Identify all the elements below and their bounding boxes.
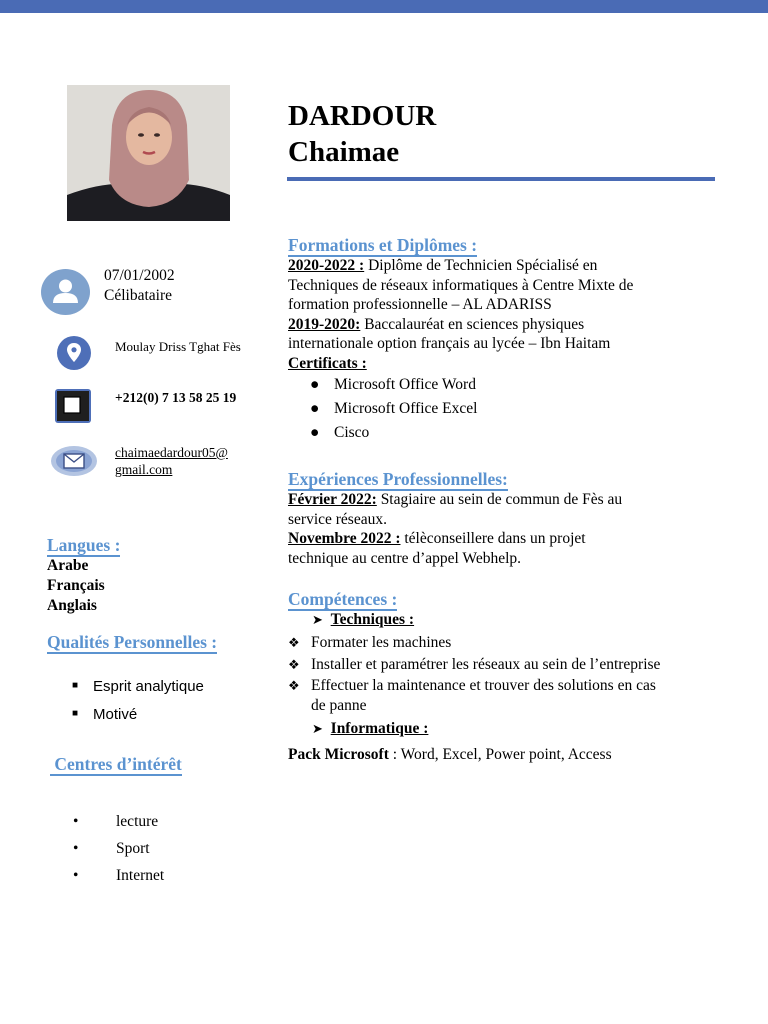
list-item <box>288 654 728 676</box>
experience-text: service réseaux. <box>288 510 387 528</box>
formation-text: formation professionnelle – AL ADARISS <box>288 296 552 314</box>
formation-text: Baccalauréat en sciences physiques <box>364 315 585 333</box>
list-item-label: Internet <box>116 867 165 884</box>
formation-text: Diplôme de Technicien Spécialisé en <box>368 257 598 274</box>
list-item-label: Cisco <box>334 424 370 441</box>
list-item <box>72 673 204 701</box>
informatique-title: Informatique : <box>330 720 429 737</box>
list-item <box>288 632 728 654</box>
arrow-bullet-icon: ➤ <box>312 612 323 627</box>
formation-entry-2 <box>288 315 728 335</box>
last-name: DARDOUR <box>288 100 437 132</box>
langues-heading: Langues : <box>47 535 121 555</box>
experience-text: télèconseillere dans un projet <box>404 530 586 548</box>
list-item <box>310 373 477 397</box>
top-accent-bar <box>0 0 768 13</box>
formations-heading: Formations et Diplômes : <box>288 235 478 255</box>
list-item <box>72 701 204 729</box>
pack-label: Pack Microsoft <box>288 746 389 763</box>
informatique-subheading <box>312 719 428 739</box>
list-item-label: Microsoft Office Word <box>334 376 476 393</box>
bullet-icon: • <box>73 813 79 830</box>
list-item <box>288 676 728 696</box>
langue-item: Anglais <box>47 597 97 614</box>
competences-heading: Compétences : <box>288 589 398 609</box>
qualites-heading: Qualités Personnelles : <box>47 632 218 652</box>
techniques-list <box>288 632 728 716</box>
list-item <box>310 421 477 445</box>
formation-text: internationale option français au lycée – Ibn Haitam <box>288 335 611 353</box>
diamond-bullet-icon: ❖ <box>288 657 300 672</box>
bullet-icon: • <box>73 867 79 884</box>
formation-date: 2019-2020: <box>288 315 361 333</box>
pack-value: : Word, Excel, Power point, Access <box>388 746 612 763</box>
square-bullet-icon: ■ <box>72 680 79 691</box>
certificats-heading: Certificats : <box>288 354 367 372</box>
list-item-label: Effectuer la maintenance et trouver des solutions en cas <box>311 677 656 694</box>
birth-date: 07/01/2002 <box>104 267 175 284</box>
marital-status: Célibataire <box>104 287 172 304</box>
name-divider <box>287 177 715 181</box>
experience-entry-1 <box>288 490 728 510</box>
list-item <box>310 397 477 421</box>
formation-date: 2020-2022 : <box>288 257 365 274</box>
experience-date: Février 2022: <box>288 491 377 508</box>
envelope-icon <box>50 444 98 478</box>
centres-list <box>73 808 164 889</box>
email-line-2: gmail.com <box>115 462 173 477</box>
formation-text: Techniques de réseaux informatiques à Centre Mixte de <box>288 276 634 294</box>
experience-date: Novembre 2022 : <box>288 530 401 548</box>
arrow-bullet-icon: ➤ <box>312 721 323 736</box>
list-item <box>73 835 164 862</box>
techniques-subheading <box>312 610 414 630</box>
list-item-continuation: de panne <box>311 697 367 714</box>
list-item-label: Microsoft Office Excel <box>334 400 478 417</box>
qualites-list <box>72 673 204 729</box>
list-item-label: Sport <box>116 840 150 857</box>
location-pin-icon <box>57 336 91 370</box>
experience-text: Stagiaire au sein de commun de Fès au <box>380 491 623 508</box>
list-item-label: Formater les machines <box>311 634 452 651</box>
address: Moulay Driss Tghat Fès <box>115 339 241 354</box>
experiences-heading: Expériences Professionnelles: <box>288 469 508 489</box>
bullet-icon: ● <box>310 376 320 393</box>
centres-heading-text: Centres d’intérêt <box>54 754 182 774</box>
list-item-label: Esprit analytique <box>93 678 204 695</box>
email-line-1: chaimaedardour05@ <box>115 445 228 460</box>
langue-item: Arabe <box>47 557 89 574</box>
bullet-icon: • <box>73 840 79 857</box>
first-name: Chaimae <box>288 136 400 168</box>
langue-item: Français <box>47 577 105 594</box>
experiences-body <box>288 490 728 568</box>
diamond-bullet-icon: ❖ <box>288 678 300 693</box>
experience-entry-2 <box>288 529 728 549</box>
list-item-label: Motivé <box>93 706 138 723</box>
list-item <box>73 862 164 889</box>
phone-number: +212(0) 7 13 58 25 19 <box>115 390 237 405</box>
certificats-list <box>310 373 477 445</box>
techniques-title: Techniques : <box>330 611 415 628</box>
formation-entry-1 <box>288 256 728 276</box>
bullet-icon: ● <box>310 424 320 441</box>
formations-body <box>288 256 728 374</box>
profile-photo <box>67 85 230 221</box>
pack-microsoft-line <box>288 745 612 765</box>
email-link[interactable] <box>115 444 228 478</box>
list-item-label: lecture <box>116 813 159 830</box>
phone-icon <box>55 389 91 423</box>
list-item-label: Installer et paramétrer les réseaux au sein de l’entreprise <box>311 656 661 673</box>
experience-text: technique au centre d’appel Webhelp. <box>288 549 522 567</box>
langues-list <box>47 556 105 616</box>
list-item <box>73 808 164 835</box>
square-bullet-icon: ■ <box>72 708 79 719</box>
diamond-bullet-icon: ❖ <box>288 635 300 650</box>
user-icon <box>41 269 90 315</box>
bullet-icon: ● <box>310 400 320 417</box>
centres-heading <box>50 754 182 776</box>
